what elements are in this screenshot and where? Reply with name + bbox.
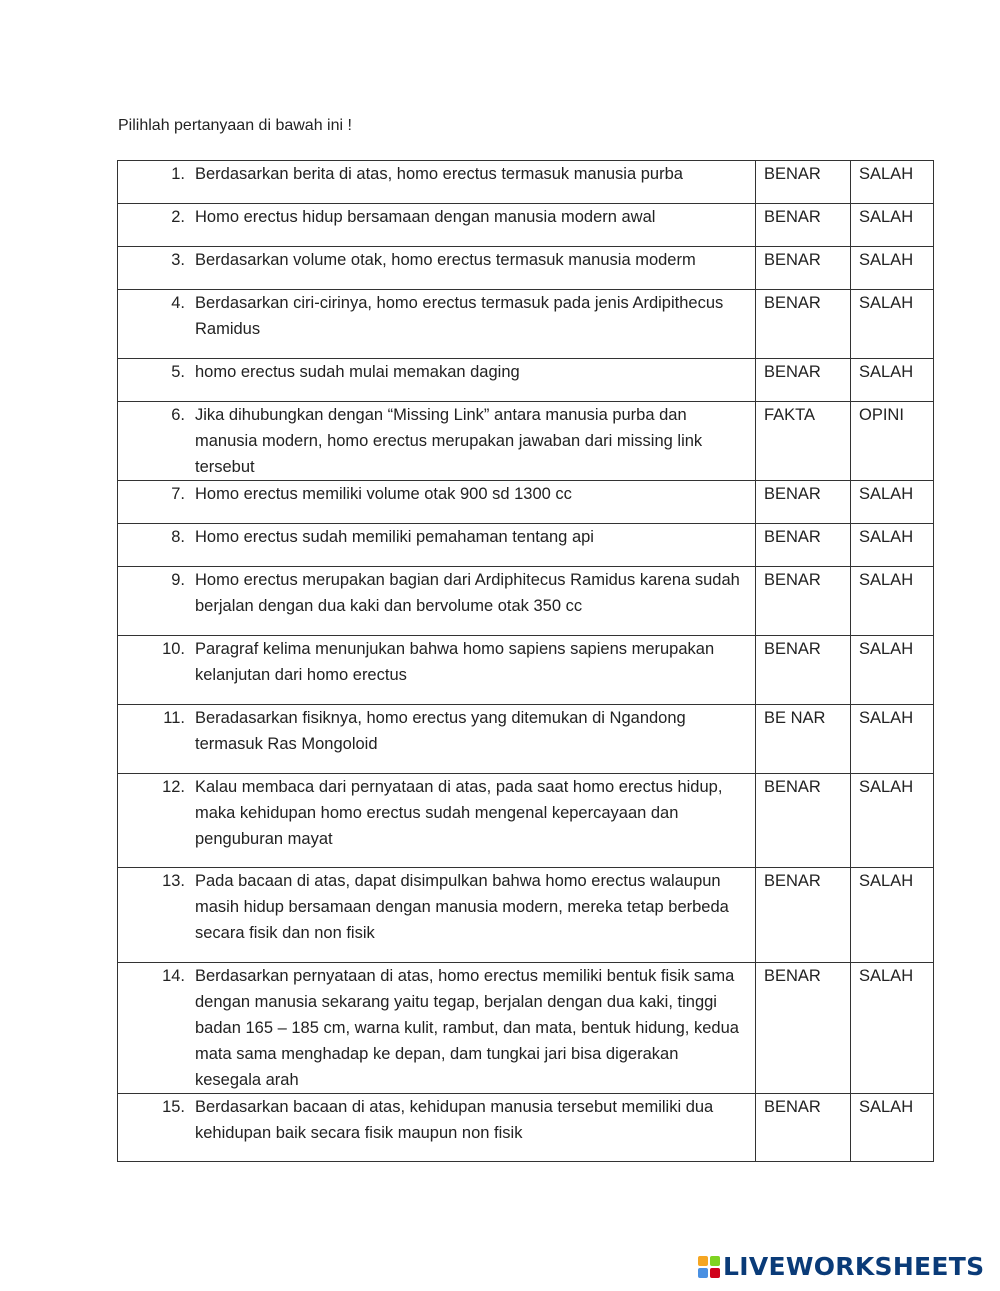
question-cell	[118, 868, 756, 963]
answer-option-2[interactable]	[851, 247, 934, 290]
answer-option-label: BENAR	[764, 778, 821, 796]
logo-block-2	[710, 1256, 720, 1266]
question-number: 13.	[162, 872, 185, 890]
question-number: 9.	[171, 571, 185, 589]
question-number: 10.	[162, 640, 185, 658]
question-row	[118, 481, 934, 524]
question-number: 2.	[171, 208, 185, 226]
answer-option-2[interactable]	[851, 524, 934, 567]
question-row	[118, 247, 934, 290]
question-number: 6.	[171, 406, 185, 424]
question-cell	[118, 705, 756, 774]
question-text: Jika dihubungkan dengan “Missing Link” antara manusia purba dan manusia modern, homo erectus merupakan jawaban dari missing link tersebut	[195, 406, 703, 476]
answer-option-label: SALAH	[859, 640, 914, 658]
answer-option-1[interactable]	[756, 636, 851, 705]
answer-option-label: SALAH	[859, 1098, 914, 1116]
question-number: 7.	[171, 485, 185, 503]
answer-option-label: SALAH	[859, 872, 914, 890]
question-cell	[118, 290, 756, 359]
question-text: Kalau membaca dari pernyataan di atas, pada saat homo erectus hidup, maka kehidupan homo erectus sudah mengenal kepercayaan dan penguburan mayat	[195, 778, 723, 848]
answer-option-2[interactable]	[851, 1094, 934, 1162]
question-number: 1.	[171, 165, 185, 183]
question-cell	[118, 161, 756, 204]
question-row	[118, 963, 934, 1094]
answer-option-label: SALAH	[859, 571, 914, 589]
question-number: 8.	[171, 528, 185, 546]
answer-option-label: SALAH	[859, 528, 914, 546]
answer-option-1[interactable]	[756, 359, 851, 402]
question-row	[118, 705, 934, 774]
answer-option-2[interactable]	[851, 402, 934, 481]
question-cell	[118, 204, 756, 247]
question-cell	[118, 359, 756, 402]
answer-option-label: SALAH	[859, 251, 914, 269]
answer-option-2[interactable]	[851, 567, 934, 636]
answer-option-1[interactable]	[756, 247, 851, 290]
question-cell	[118, 774, 756, 868]
question-row	[118, 567, 934, 636]
question-row	[118, 636, 934, 705]
answer-option-label: BENAR	[764, 967, 821, 985]
answer-option-1[interactable]	[756, 290, 851, 359]
answer-option-2[interactable]	[851, 963, 934, 1094]
logo-block-1	[698, 1256, 708, 1266]
answer-option-2[interactable]	[851, 868, 934, 963]
logo-block-3	[698, 1268, 708, 1278]
answer-option-label: BENAR	[764, 165, 821, 183]
question-row	[118, 774, 934, 868]
answer-option-label: BE NAR	[764, 709, 826, 727]
question-text: Berdasarkan berita di atas, homo erectus termasuk manusia purba	[195, 165, 683, 183]
question-cell	[118, 524, 756, 567]
answer-option-1[interactable]	[756, 963, 851, 1094]
answer-option-label: BENAR	[764, 485, 821, 503]
answer-option-1[interactable]	[756, 161, 851, 204]
answer-option-1[interactable]	[756, 774, 851, 868]
answer-option-label: SALAH	[859, 294, 914, 312]
answer-option-label: OPINI	[859, 406, 904, 424]
question-number: 5.	[171, 363, 185, 381]
question-row	[118, 290, 934, 359]
question-row	[118, 161, 934, 204]
answer-option-label: SALAH	[859, 709, 914, 727]
answer-option-2[interactable]	[851, 290, 934, 359]
question-number: 12.	[162, 778, 185, 796]
answer-option-label: BENAR	[764, 640, 821, 658]
question-cell	[118, 402, 756, 481]
answer-option-1[interactable]	[756, 402, 851, 481]
answer-option-2[interactable]	[851, 774, 934, 868]
question-row	[118, 524, 934, 567]
logo-block-4	[710, 1268, 720, 1278]
question-row	[118, 359, 934, 402]
question-row	[118, 1094, 934, 1162]
liveworksheets-logo	[698, 1254, 984, 1279]
question-number: 4.	[171, 294, 185, 312]
answer-option-label: BENAR	[764, 872, 821, 890]
question-number: 15.	[162, 1098, 185, 1116]
question-number: 11.	[163, 709, 185, 727]
question-text: Homo erectus sudah memiliki pemahaman tentang api	[195, 528, 594, 546]
question-row	[118, 402, 934, 481]
question-text: Berdasarkan bacaan di atas, kehidupan manusia tersebut memiliki dua kehidupan baik secara fisik maupun non fisik	[195, 1098, 714, 1142]
question-number: 3.	[171, 251, 185, 269]
answer-option-2[interactable]	[851, 359, 934, 402]
answer-option-1[interactable]	[756, 705, 851, 774]
answer-option-label: BENAR	[764, 208, 821, 226]
watermark-text: LIVEWORKSHEETS	[723, 1252, 985, 1281]
question-number: 14.	[162, 967, 185, 985]
liveworksheets-blocks-icon	[698, 1256, 720, 1278]
question-text: Berdasarkan ciri-cirinya, homo erectus termasuk pada jenis Ardipithecus Ramidus	[195, 294, 724, 338]
question-text: homo erectus sudah mulai memakan daging	[195, 363, 520, 381]
answer-option-1[interactable]	[756, 481, 851, 524]
answer-option-2[interactable]	[851, 481, 934, 524]
question-text: Berdasarkan pernyataan di atas, homo erectus memiliki bentuk fisik sama dengan manusia sekarang yaitu tegap, berjalan dengan dua kaki, tinggi badan 165 – 185 cm, warna kulit, rambut, dan mata, bentuk hidung, kedua mata sama menghadap ke depan, dam tungkai jari bisa digerakan kesegala arah	[195, 967, 739, 1089]
question-cell	[118, 636, 756, 705]
answer-option-1[interactable]	[756, 1094, 851, 1162]
question-text: Pada bacaan di atas, dapat disimpulkan bahwa homo erectus walaupun masih hidup bersamaan dengan manusia modern, mereka tetap berbeda secara fisik dan non fisik	[195, 872, 729, 942]
question-row	[118, 204, 934, 247]
question-row	[118, 868, 934, 963]
answer-option-label: BENAR	[764, 363, 821, 381]
answer-option-label: BENAR	[764, 251, 821, 269]
question-table	[117, 160, 934, 1162]
answer-option-label: BENAR	[764, 294, 821, 312]
answer-option-1[interactable]	[756, 868, 851, 963]
question-cell	[118, 481, 756, 524]
answer-option-1[interactable]	[756, 204, 851, 247]
answer-option-label: SALAH	[859, 208, 914, 226]
question-text: Paragraf kelima menunjukan bahwa homo sapiens sapiens merupakan kelanjutan dari homo erectus	[195, 640, 715, 684]
question-cell	[118, 1094, 756, 1162]
question-cell	[118, 963, 756, 1094]
answer-option-label: SALAH	[859, 363, 914, 381]
answer-option-label: BENAR	[764, 571, 821, 589]
answer-option-label: BENAR	[764, 528, 821, 546]
question-cell	[118, 247, 756, 290]
answer-option-2[interactable]	[851, 204, 934, 247]
answer-option-label: SALAH	[859, 485, 914, 503]
answer-option-label: SALAH	[859, 778, 914, 796]
answer-option-label: SALAH	[859, 165, 914, 183]
answer-option-1[interactable]	[756, 524, 851, 567]
question-cell	[118, 567, 756, 636]
question-text: Beradasarkan fisiknya, homo erectus yang ditemukan di Ngandong termasuk Ras Mongoloid	[195, 709, 686, 753]
question-text: Homo erectus merupakan bagian dari Ardiphitecus Ramidus karena sudah berjalan dengan dua kaki dan bervolume otak 350 cc	[195, 571, 740, 615]
answer-option-2[interactable]	[851, 161, 934, 204]
answer-option-label: FAKTA	[764, 406, 816, 424]
answer-option-label: SALAH	[859, 967, 914, 985]
answer-option-2[interactable]	[851, 705, 934, 774]
answer-option-1[interactable]	[756, 567, 851, 636]
question-text: Homo erectus memiliki volume otak 900 sd 1300 cc	[195, 485, 572, 503]
question-text: Homo erectus hidup bersamaan dengan manusia modern awal	[195, 208, 656, 226]
answer-option-2[interactable]	[851, 636, 934, 705]
question-text: Berdasarkan volume otak, homo erectus termasuk manusia moderm	[195, 251, 696, 269]
instruction-text: Pilihlah pertanyaan di bawah ini !	[118, 117, 352, 134]
answer-option-label: BENAR	[764, 1098, 821, 1116]
